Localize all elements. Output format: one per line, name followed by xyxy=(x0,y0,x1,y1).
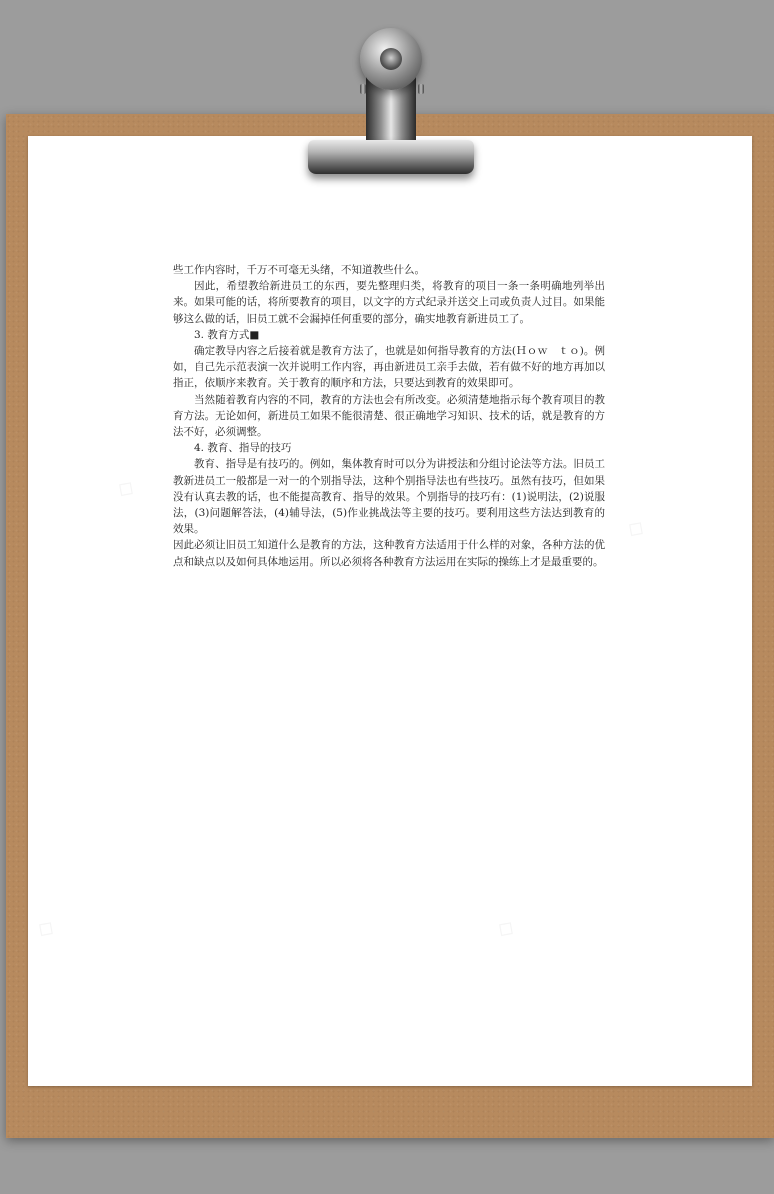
clip-rivet xyxy=(418,84,424,94)
watermark-mark: ◇ xyxy=(492,913,521,944)
section-heading: 3. 教育方式■ xyxy=(194,328,260,341)
watermark-mark: ◇ xyxy=(112,473,141,504)
paragraph: 当然随着教育内容的不同，教育的方法也会有所改变。必须清楚地指示每个教育项目的教育方法。无论如何，新进员工如果不能很清楚、很正确地学习知识、技术的话，就是教育的方法不好，必须调整。 xyxy=(173,393,605,439)
document-body xyxy=(173,262,605,570)
paragraph: 确定教导内容之后接着就是教育方法了，也就是如何指导教育的方法(Ｈｏｗ ｔｏ)。例如，自己先示范表演一次并说明工作内容，再由新进员工亲手去做，若有做不好的地方再加以指正，依顺序来教育。关于教育的顺序和方法，只要达到教育的效果即可。 xyxy=(173,345,605,390)
paragraph: 些工作内容时，千万不可毫无头绪，不知道教些什么。 xyxy=(173,264,425,276)
paragraph: 教育、指导是有技巧的。例如，集体教育时可以分为讲授法和分组讨论法等方法。旧员工教新进员工一般都是一对一的个别指导法，这种个别指导法也有些技巧。虽然有技巧，但如果没有认真去教的话，也不能提高教育、指导的效果。个别指导的技巧有：(1)说明法，(2)说服法，(3)问题解答法，(4)辅导法，(5)作业挑战法等主要的技巧。要利用这些方法达到教育的效果。 xyxy=(173,458,605,536)
watermark-mark: ◇ xyxy=(32,913,61,944)
binder-clip-icon xyxy=(360,28,422,90)
section-heading: 4. 教育、指导的技巧 xyxy=(194,442,292,455)
watermark-mark: ◇ xyxy=(622,513,651,544)
clip-rivet xyxy=(360,84,366,94)
paragraph: 因此必须让旧员工知道什么是教育的方法，这种教育方法适用于什么样的对象，各种方法的优点和缺点以及如何具体地运用。所以必须将各种教育方法运用在实际的操练上才是最重要的。 xyxy=(173,539,605,568)
clip-hole xyxy=(380,48,402,70)
paragraph: 因此，希望教给新进员工的东西，要先整理归类，将教育的项目一条一条明确地列举出来。如果可能的话，将所要教育的项目，以文字的方式纪录并送交上司或负责人过目。如果能够这么做的话，旧员工就不会漏掉任何重要的部分，确实地教育新进员工了。 xyxy=(173,280,605,325)
clip-base xyxy=(308,140,474,174)
